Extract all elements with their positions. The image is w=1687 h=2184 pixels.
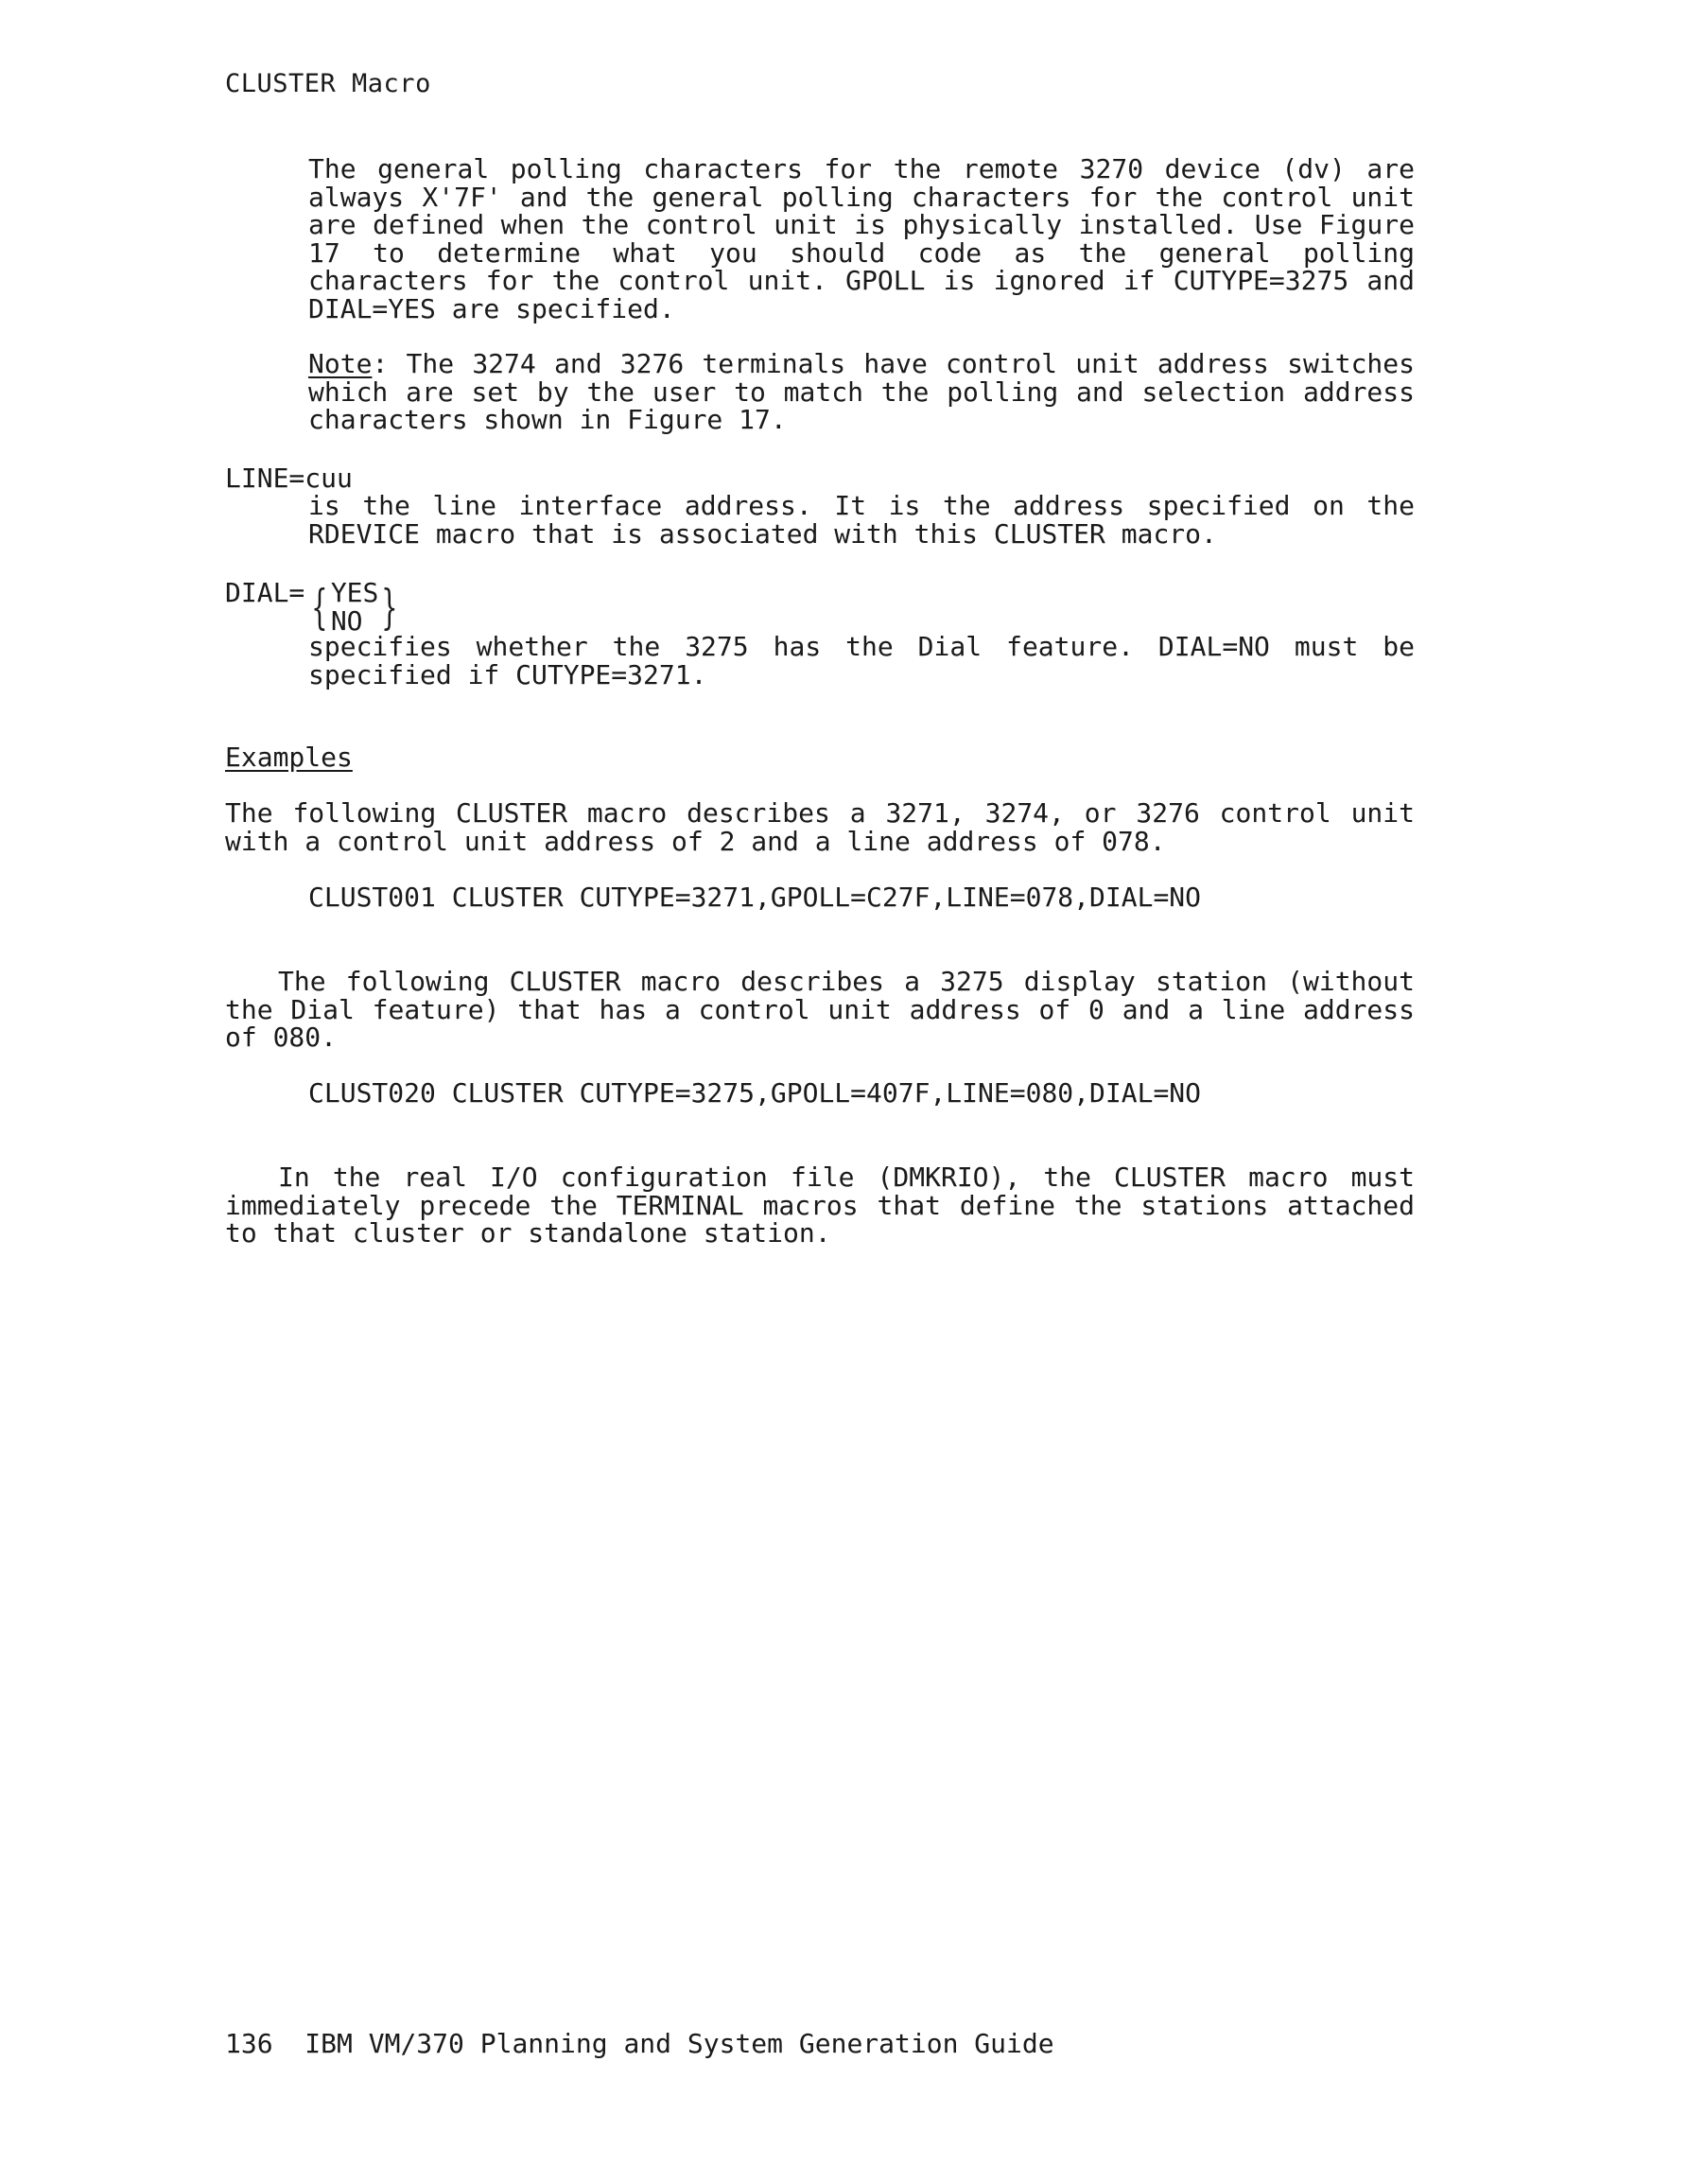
example-1-code: CLUST001 CLUSTER CUTYPE=3271,GPOLL=C27F,LINE=078,DIAL=NO bbox=[308, 882, 1202, 913]
gpoll-paragraph: The general polling characters for the remote 3270 device (dv) are always X'7F' and the general polling characters for the control unit are defined when the control unit is physically installed. Use Figure 17 to determine what you should code as the general polling characters for the control unit. GPOLL is ignored if CUTYPE=3275 and DIAL=YES are specified. bbox=[308, 153, 1415, 324]
note-text: : The 3274 and 3276 terminals have control unit address switches which are set by the user to match the polling and selection address characters shown in Figure 17. bbox=[308, 348, 1415, 436]
examples-heading: Examples bbox=[225, 742, 353, 773]
book-title: IBM VM/370 Planning and System Generation Guide bbox=[304, 2028, 1054, 2059]
dial-options bbox=[331, 579, 379, 636]
right-brace-glyph: } bbox=[381, 580, 399, 635]
note-label: Note bbox=[308, 348, 373, 379]
dial-options-brace bbox=[304, 579, 405, 636]
note-paragraph bbox=[308, 350, 1415, 434]
line-operand-description: is the line interface address. It is the address specified on the RDEVICE macro that is associated with this CLUSTER macro. bbox=[308, 490, 1415, 550]
page-number: 136 bbox=[225, 2028, 273, 2059]
dial-option-no: NO bbox=[330, 604, 363, 637]
closing-paragraph: In the real I/O configuration file (DMKRIO), the CLUSTER macro must immediately precede the TERMINAL macros that define the stations attached to that cluster or standalone station. bbox=[225, 1162, 1415, 1249]
dial-operand-description: specifies whether the 3275 has the Dial feature. DIAL=NO must be specified if CUTYPE=3271. bbox=[308, 631, 1415, 690]
page-footer bbox=[225, 2030, 1054, 2058]
left-brace-glyph: { bbox=[311, 580, 328, 635]
example-2-intro: The following CLUSTER macro describes a 3275 display station (without the Dial feature) that has a control unit address of 0 and a line address of 080. bbox=[225, 966, 1415, 1054]
example-2-code: CLUST020 CLUSTER CUTYPE=3275,GPOLL=407F,LINE=080,DIAL=NO bbox=[308, 1077, 1202, 1109]
dial-operand-term: DIAL= bbox=[225, 577, 305, 608]
line-operand-term: LINE=cuu bbox=[225, 463, 353, 494]
dial-option-yes: YES bbox=[330, 577, 379, 608]
example-1-intro: The following CLUSTER macro describes a 3271, 3274, or 3276 control unit with a control unit address of 2 and a line address of 078. bbox=[225, 797, 1415, 857]
running-head: CLUSTER Macro bbox=[225, 69, 431, 98]
